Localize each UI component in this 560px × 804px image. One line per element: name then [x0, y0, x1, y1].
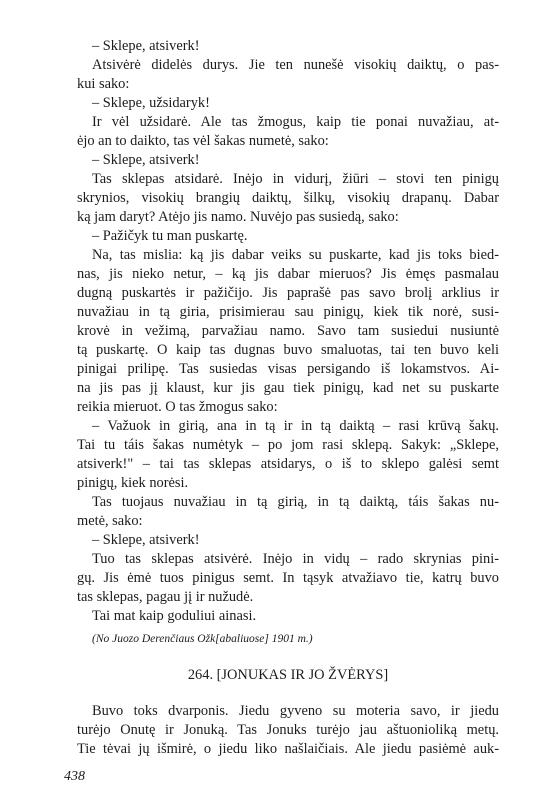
text-line: pinigai prilipę. Tas susiedas visas persigando iš lokamstvos. Ai-: [77, 361, 499, 377]
text-line: atsiverk!" – tai tas sklepas atsidarys, o iš to sklepo galėsi semt: [77, 456, 499, 472]
text-line: – Pažičyk tu man puskartę.: [92, 228, 248, 244]
text-line: na jis pas jį klaust, kur jis gau tiek pinigų, kad net su puskarte: [77, 380, 499, 396]
text-line: – Sklepe, atsiverk!: [92, 532, 200, 548]
text-line: Atsivėrė didelės durys. Jie ten nunešė visokių daiktų, o pas-: [92, 57, 499, 73]
text-line: Tai mat kaip goduliui ainasi.: [92, 608, 257, 624]
text-line: nas, jis nieko netur, – ką jis dabar mieruos? Jis ėmęs pasmalau: [77, 266, 499, 282]
text-line: – Sklepe, užsidaryk!: [92, 95, 210, 111]
page-number: 438: [64, 769, 85, 784]
text-line: reikia mieruot. O tas žmogus sako:: [77, 399, 278, 415]
text-line: ėjo an to daikto, tas vėl šakas numetė, sako:: [77, 133, 329, 149]
text-line: Tas sklepas atsidarė. Inėjo in vidurį, žiūri – stovi ten pinigų: [92, 171, 499, 187]
text-line: Buvo toks dvarponis. Jiedu gyveno su moteria savo, ir jiedu: [92, 703, 499, 719]
text-line: Ir vėl užsidarė. Ale tas žmogus, kaip tie ponai nuvažiau, at-: [92, 114, 499, 130]
text-line: kui sako:: [77, 76, 130, 92]
story-heading: 264. [JONUKAS IR JO ŽVĖRYS]: [187, 667, 389, 683]
text-line: nuvažiau in tą giria, prisimierau sau pinigų, kiek tik norė, susi-: [77, 304, 499, 320]
text-line: tą puskartę. O kaip tas dugnas buvo smaluotas, tai ten buvo keli: [77, 342, 499, 358]
text-line: – Važuok in girią, ana in tą ir in tą daiktą – rasi krūvą šakų.: [92, 418, 499, 434]
text-line: krovė in vežimą, parvažiau namo. Savo tam susiedui nusiuntė: [77, 323, 499, 339]
text-line: Tie tėvai jų išmirė, o jiedu liko našlaičiais. Ale jiedu pasiėmė auk-: [77, 741, 499, 757]
text-line: skrynios, visokių brangių daiktų, šilkų, visokių drapanų. Dabar: [77, 190, 499, 206]
text-line: turėjo Onutę ir Jonuką. Tas Jonuks turėjo jau aštuonioliką metų.: [77, 722, 499, 738]
text-line: Tas tuojaus nuvažiau in tą girią, in tą daiktą, táis šakas nu-: [92, 494, 499, 510]
text-line: – Sklepe, atsiverk!: [92, 38, 200, 54]
text-line: gų. Jis ėmė tuos pinigus semt. In tąsyk atvažiavo tie, katrų buvo: [77, 570, 499, 586]
text-line: dugną puskartės ir pažičijo. Jis paprašė pas savo brolį arklius ir: [77, 285, 499, 301]
text-line: pinigų, kiek norėsi.: [77, 475, 189, 491]
text-line: metė, sako:: [77, 513, 143, 529]
source-note: (No Juozo Derenčiaus Ožk[abaliuose] 1901 m.): [92, 633, 313, 645]
text-line: Tai tu táis šakas numėtyk – po jom rasi sklepą. Sakyk: „Sklepe,: [77, 437, 499, 453]
text-line: tas sklepas, pagau jį ir nužudė.: [77, 589, 254, 605]
text-line: ką jam daryt? Atėjo jis namo. Nuvėjo pas susiedą, sako:: [77, 209, 399, 225]
text-line: Tuo tas sklepas atsivėrė. Inėjo in vidų – rado skrynias pini-: [92, 551, 499, 567]
text-line: – Sklepe, atsiverk!: [92, 152, 200, 168]
text-line: Na, tas mislia: ką jis dabar veiks su puskarte, kad jis toks bied-: [92, 247, 499, 263]
